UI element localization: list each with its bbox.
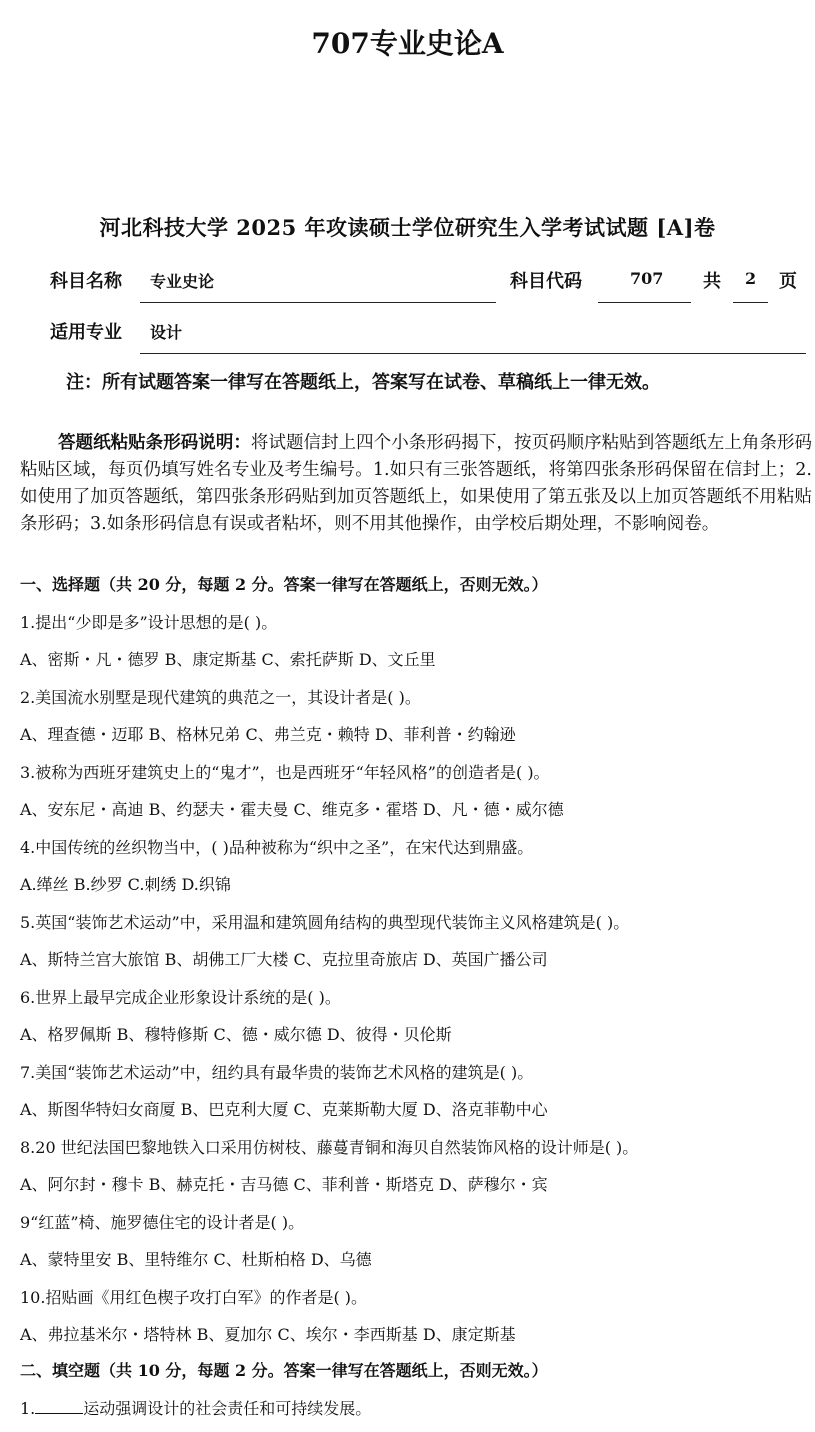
question-options: A、弗拉基米尔・塔特林 B、夏加尔 C、埃尔・李西斯基 D、康定斯基 bbox=[20, 1325, 516, 1344]
question-stem: 3.被称为西班牙建筑史上的“鬼才”，也是西班牙“年轻风格”的创造者是( )。 bbox=[20, 763, 550, 782]
section-choice-heading: 一、选择题（共 20 分，每题 2 分。答案一律写在答题纸上，否则无效。） bbox=[20, 575, 548, 594]
page-title: 707专业史论A bbox=[311, 27, 504, 60]
section-fill-heading: 二、填空题（共 10 分，每题 2 分。答案一律写在答题纸上，否则无效。） bbox=[20, 1361, 548, 1380]
question-stem: 8.20 世纪法国巴黎地铁入口采用仿树枝、藤蔓青铜和海贝自然装饰风格的设计师是( )。 bbox=[20, 1138, 639, 1157]
barcode-instructions bbox=[20, 430, 812, 538]
subject-name-label: 科目名称 bbox=[50, 271, 122, 292]
question-stem: 5.英国“装饰艺术运动”中，采用温和建筑圆角结构的典型现代装饰主义风格建筑是( )。 bbox=[20, 913, 630, 932]
subject-name-value: 专业史论 bbox=[150, 272, 215, 291]
question-options: A、阿尔封・穆卡 B、赫克托・吉马德 C、菲利普・斯塔克 D、萨穆尔・宾 bbox=[20, 1175, 548, 1194]
barcode-heading: 答题纸粘贴条形码说明： bbox=[58, 433, 251, 453]
answer-blank bbox=[35, 1399, 83, 1414]
fill-text: 运动强调设计的社会责任和可持续发展。 bbox=[83, 1399, 372, 1418]
question-options: A、斯图华特妇女商厦 B、巴克利大厦 C、克莱斯勒大厦 D、洛克菲勒中心 bbox=[20, 1100, 548, 1119]
exam-heading: 河北科技大学 2025 年攻读硕士学位研究生入学考试试题 [A]卷 bbox=[99, 215, 716, 240]
question-stem: 10.招贴画《用红色楔子攻打白军》的作者是( )。 bbox=[20, 1288, 368, 1307]
question-stem: 1.提出“少即是多”设计思想的是( )。 bbox=[20, 613, 278, 632]
question-stem: 6.世界上最早完成企业形象设计系统的是( )。 bbox=[20, 988, 341, 1007]
major-underline bbox=[140, 353, 806, 354]
question-stem: 2.美国流水别墅是现代建筑的典范之一，其设计者是( )。 bbox=[20, 688, 421, 707]
barcode-text: 将试题信封上四个小条形码揭下，按页码顺序粘贴到答题纸左上角条形码粘贴区域，每页仍填写姓名专业及考生编号。1.如只有三张答题纸，将第四张条形码保留在信封上；2.如使用了加页答题纸，第四张条形码贴到加页答题纸上，如果使用了第五张及以上加页答题纸不用粘贴条形码；3.如条形码信息有误或者粘坏，则不用其他操作，由学校后期处理，不影响阅卷。 bbox=[20, 433, 813, 534]
total-pages-value: 2 bbox=[745, 269, 757, 288]
question-options: A、理查德・迈耶 B、格林兄弟 C、弗兰克・赖特 D、菲利普・约翰逊 bbox=[20, 725, 516, 744]
pages-label: 页 bbox=[779, 271, 797, 292]
question-options: A、蒙特里安 B、里特维尔 C、杜斯柏格 D、乌德 bbox=[20, 1250, 372, 1269]
subject-code-label: 科目代码 bbox=[510, 271, 582, 292]
question-options: A、斯特兰宫大旅馆 B、胡佛工厂大楼 C、克拉里奇旅店 D、英国广播公司 bbox=[20, 950, 548, 969]
subject-code-underline bbox=[598, 302, 691, 303]
exam-note: 注：所有试题答案一律写在答题纸上，答案写在试卷、草稿纸上一律无效。 bbox=[66, 372, 660, 393]
question-options: A、格罗佩斯 B、穆特修斯 C、德・威尔德 D、彼得・贝伦斯 bbox=[20, 1025, 452, 1044]
fill-number: 1. bbox=[20, 1399, 36, 1418]
question-stem: 4.中国传统的丝织物当中，( )品种被称为“织中之圣”，在宋代达到鼎盛。 bbox=[20, 838, 534, 857]
question-options: A、安东尼・高迪 B、约瑟夫・霍夫曼 C、维克多・霍塔 D、凡・德・威尔德 bbox=[20, 800, 564, 819]
subject-name-underline bbox=[140, 302, 496, 303]
total-label: 共 bbox=[703, 271, 721, 292]
total-pages-underline bbox=[733, 302, 768, 303]
question-stem: 9“红蓝”椅、施罗德住宅的设计者是( )。 bbox=[20, 1213, 305, 1232]
question-options: A.缂丝 B.纱罗 C.刺绣 D.织锦 bbox=[20, 875, 231, 894]
question-options: A、密斯・凡・德罗 B、康定斯基 C、索托萨斯 D、文丘里 bbox=[20, 650, 436, 669]
question-stem: 7.美国“装饰艺术运动”中，纽约具有最华贵的装饰艺术风格的建筑是( )。 bbox=[20, 1063, 534, 1082]
major-label: 适用专业 bbox=[50, 322, 122, 343]
fill-question-1 bbox=[20, 1396, 371, 1419]
major-value: 设计 bbox=[150, 323, 183, 342]
subject-code-value: 707 bbox=[630, 269, 664, 288]
